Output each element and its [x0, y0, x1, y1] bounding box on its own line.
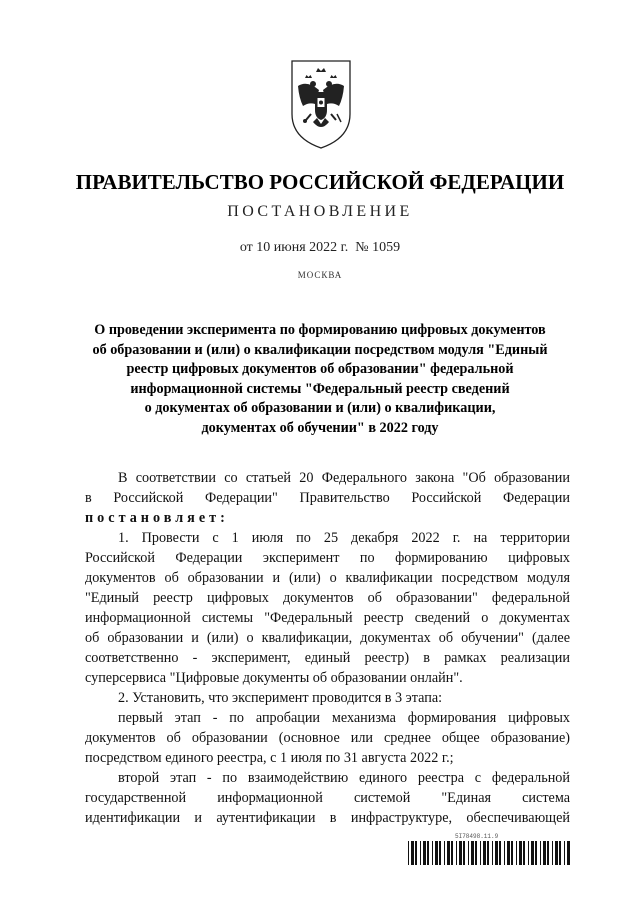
document-type: ПОСТАНОВЛЕНИЕ: [227, 203, 413, 220]
heading-line: информационной системы "Федеральный реестр сведений: [130, 380, 510, 397]
heading-line: о документах об образовании и (или) о квалификации,: [144, 400, 496, 417]
page-code: 5I78498.11.9: [455, 833, 499, 840]
body-line: об образовании и (или) о квалификации, документах об обучении" (далее: [85, 630, 570, 646]
body-line: посредством единого реестра, с 1 июля по 31 августа 2022 г.;: [85, 750, 454, 766]
document-body: [85, 468, 570, 828]
heading-line: реестр цифровых документов об образовании" федеральной: [126, 361, 514, 378]
coat-of-arms-emblem: [289, 58, 353, 150]
body-line: соответственно - эксперимент, единый реестр) в рамках реализации: [85, 650, 570, 666]
body-line: идентификации и аутентификации в инфраструктуре, обеспечивающей: [85, 810, 570, 826]
body-line: суперсервиса "Цифровые документы об образовании онлайн".: [85, 670, 463, 686]
body-line: 2. Установить, что эксперимент проводится в 3 этапа:: [118, 690, 443, 706]
body-line: документов об образовании (основное или среднее общее образование): [85, 730, 570, 746]
body-line: первый этап - по апробации механизма формирования цифровых: [118, 710, 570, 726]
body-line: Российской Федерации эксперимент по формированию цифровых: [85, 550, 570, 566]
heading-line: О проведении эксперимента по формированию цифровых документов: [94, 322, 546, 338]
document-city: МОСКВА: [297, 270, 343, 280]
body-line: документов об образовании и (или) о квалификации посредством модуля: [85, 570, 570, 586]
heading-line: документах об обучении" в 2022 году: [201, 419, 439, 436]
resolves-keyword: постановляет:: [85, 510, 229, 526]
body-line: В соответствии со статьей 20 Федерального закона "Об образовании: [118, 470, 570, 486]
heading-line: об образовании и (или) о квалификации посредством модуля "Единый: [92, 341, 548, 358]
barcode-icon: [408, 841, 570, 865]
body-line: "Единый реестр цифровых документов об образовании" федеральной: [85, 590, 570, 606]
body-line: государственной информационной системой "Единая система: [85, 790, 570, 806]
body-line: 1. Провести с 1 июля по 25 декабря 2022 г. на территории: [118, 530, 570, 546]
body-line: информационной системы "Федеральный реестр сведений о документах: [85, 610, 570, 626]
body-line: второй этап - по взаимодействию единого реестра с федеральной: [118, 770, 570, 786]
government-title: ПРАВИТЕЛЬСТВО РОССИЙСКОЙ ФЕДЕРАЦИИ: [75, 170, 565, 194]
document-date-number: от 10 июня 2022 г. № 1059: [239, 240, 401, 255]
document-heading: [70, 321, 570, 439]
body-line: в Российской Федерации" Правительство Российской Федерации: [85, 490, 570, 506]
